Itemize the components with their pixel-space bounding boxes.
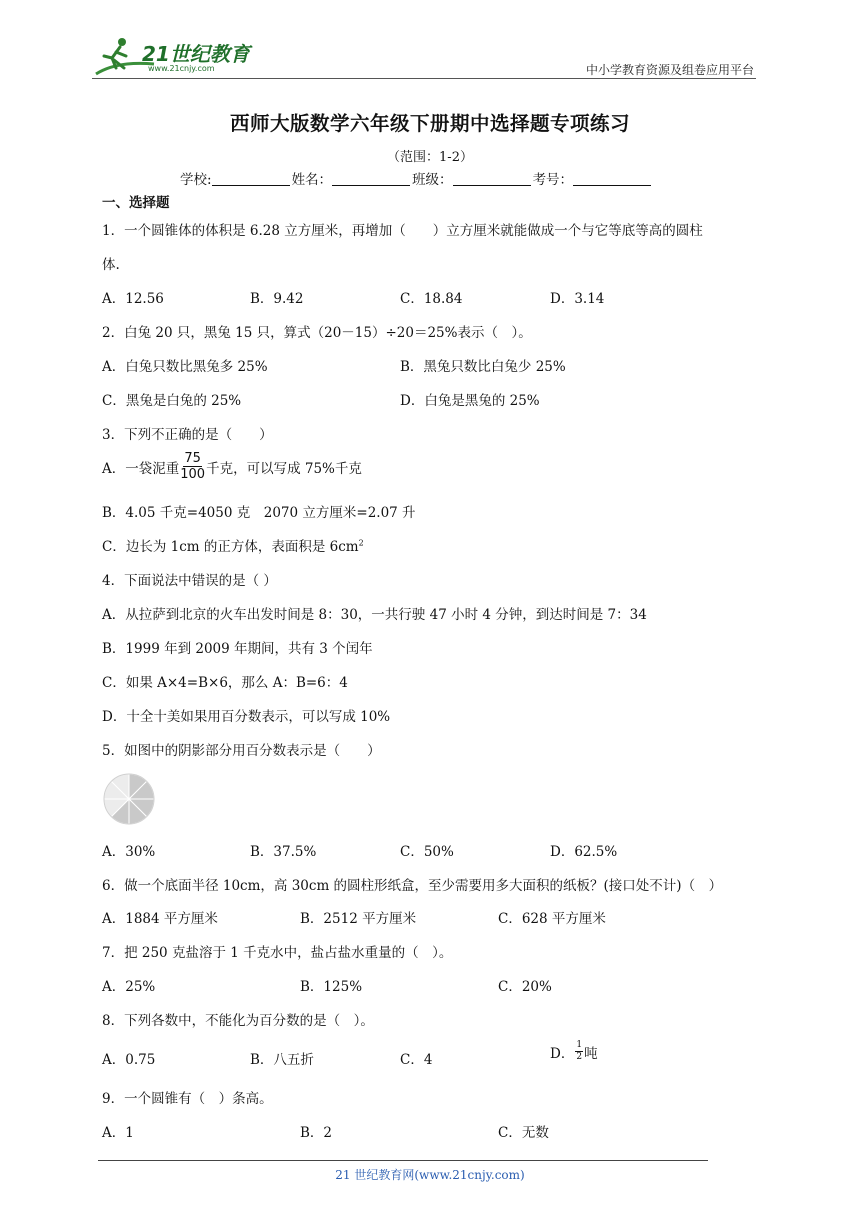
q1-option-c: C．18.84 [400,291,463,307]
name-blank[interactable] [332,171,410,186]
q8-option-d-suffix: 吨 [584,1045,598,1062]
q6-option-c: C．628 平方厘米 [498,911,606,927]
fraction-1-2 [575,1041,583,1062]
exam-no-blank[interactable] [573,171,651,186]
q2-option-b: B．黑兔只数比白兔少 25% [400,359,566,375]
exam-no-label: 考号： [532,172,574,188]
question-3: 3．下列不正确的是（ ） [102,427,273,443]
q5-circle-figure [102,772,156,830]
header-divider [92,78,756,79]
q2-option-c: C．黑兔是白兔的 25% [102,393,242,409]
q5-option-a: A．30% [102,844,156,860]
q7-option-a: A．25% [102,979,156,995]
question-8: 8．下列各数中，不能化为百分数的是（ ）。 [102,1013,374,1029]
question-1-line-2: 体. [102,257,120,273]
footer-divider [98,1160,708,1161]
q1-option-b: B．9.42 [250,291,304,307]
q9-option-b: B．2 [300,1125,333,1141]
q8-option-d-prefix: D． [550,1045,575,1062]
q4-option-a: A．从拉萨到北京的火车出发时间是 8：30，一共行驶 47 小时 4 分钟，到达时间是 7：34 [102,607,647,623]
fraction-numerator: 1 [576,1040,583,1050]
q8-option-a: A．0.75 [102,1052,156,1068]
q3-option-a [102,452,362,481]
question-4: 4．下面说法中错误的是（ ） [102,573,277,589]
q6-option-b: B．2512 平方厘米 [300,911,417,927]
q3-option-b: B．4.05 千克=4050 克 2070 立方厘米=2.07 升 [102,505,416,521]
q5-option-c: C．50% [400,844,454,860]
q4-option-c: C．如果 A×4=B×6，那么 A：B=6：4 [102,675,348,691]
q3-option-a-suffix: 千克，可以写成 75%千克 [206,460,362,477]
question-2: 2．白兔 20 只，黑兔 15 只，算式（20－15）÷20＝25%表示（ ）。 [102,325,532,341]
fraction-numerator: 75 [184,451,201,466]
fraction-denominator: 100 [180,467,206,482]
logo-text: 21世纪教育 [142,42,250,66]
q5-option-d: D．62.5% [550,844,618,860]
q8-option-b: B．八五折 [250,1052,314,1068]
q9-option-a: A．1 [102,1125,134,1141]
name-label: 姓名： [291,172,333,188]
page-subtitle: （范围：1-2） [387,150,473,165]
student-info-fields [180,168,653,188]
q8-option-d [550,1041,598,1062]
q5-option-b: B．37.5% [250,844,317,860]
fraction-75-100 [180,452,205,481]
section-heading: 一、选择题 [102,195,170,211]
site-logo [92,34,262,80]
class-label: 班级： [412,172,453,188]
q1-option-d: D．3.14 [550,291,605,307]
school-blank[interactable] [212,171,290,186]
shaded-circle-diagram [102,772,156,826]
q2-option-d: D．白兔是黑兔的 25% [400,393,540,409]
q6-option-a: A．1884 平方厘米 [102,911,218,927]
fraction-denominator: 2 [576,1052,583,1062]
platform-label: 中小学教育资源及组卷应用平台 [585,63,754,77]
superscript-2: 2 [358,538,364,548]
q7-option-c: C．20% [498,979,552,995]
question-9: 9．一个圆锥有（ ）条高。 [102,1091,273,1107]
question-1-line-1: 1．一个圆锥体的体积是 6.28 立方厘米，再增加（ ）立方厘米就能做成一个与它等底等高的圆柱 [102,223,703,239]
footer-link[interactable]: 21 世纪教育网(www.21cnjy.com) [335,1168,525,1182]
q4-option-b: B．1999 年到 2009 年期间，共有 3 个闰年 [102,641,373,657]
question-6: 6．做一个底面半径 10cm，高 30cm 的圆柱形纸盒，至少需要用多大面积的纸板？(接口处不计)（ ） [102,878,723,894]
q1-option-a: A．12.56 [102,291,164,307]
question-7: 7．把 250 克盐溶于 1 千克水中，盐占盐水重量的（ ）。 [102,945,453,961]
q8-option-c: C．4 [400,1052,433,1068]
logo-url: www.21cnjy.com [148,64,215,73]
q4-option-d: D．十全十美如果用百分数表示，可以写成 10% [102,709,391,725]
class-blank[interactable] [453,171,531,186]
q3-option-c-text: C．边长为 1cm 的正方体，表面积是 6cm [102,539,359,555]
q3-option-c [102,535,364,555]
page-title: 西师大版数学六年级下册期中选择题专项练习 [229,112,630,135]
school-label: 学校: [180,172,212,188]
q7-option-b: B．125% [300,979,363,995]
q9-option-c: C．无数 [498,1125,549,1141]
q3-option-a-prefix: A．一袋泥重 [102,460,180,477]
q2-option-a: A．白兔只数比黑兔多 25% [102,359,268,375]
question-5: 5．如图中的阴影部分用百分数表示是（ ） [102,743,381,759]
